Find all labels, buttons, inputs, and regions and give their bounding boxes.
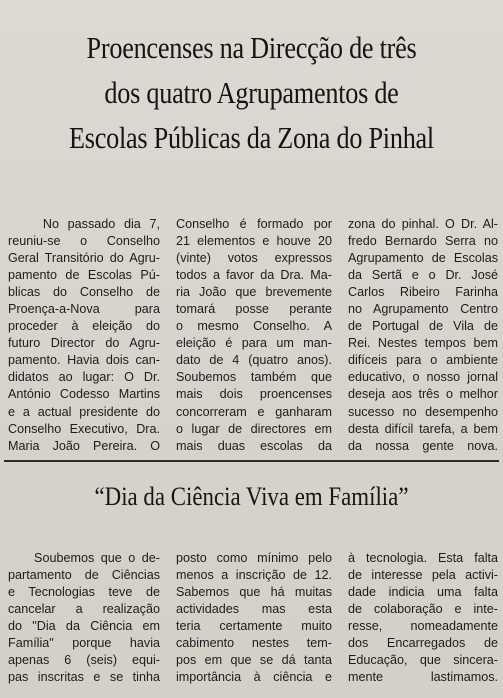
text-line: da nossa gente nova.: [348, 438, 498, 453]
text-line: Soubemos que o de-: [8, 551, 160, 565]
text-line: Geral Transitório do Agru-: [8, 251, 160, 266]
text-line: cabimento nestes tem-: [176, 636, 332, 651]
text-line: ria João que brevemente: [176, 285, 332, 300]
text-line: mais dois proencenses: [176, 387, 332, 402]
text-line: e Tecnologias teve de: [8, 585, 160, 600]
text-line: da Sertã e o Dr. José: [348, 268, 498, 283]
text-line: pas inscritas e se tinha: [8, 670, 160, 685]
headline-line: Proencenses na Direcção de três: [86, 31, 417, 65]
text-line: pos em que se dá tanta: [176, 653, 332, 668]
text-line: concorreram e ganharam: [176, 404, 332, 419]
text-line: mente lastimamos.: [348, 670, 498, 685]
text-line: dato de 4 (quatro anos).: [176, 353, 332, 368]
text-line: Rei. Nestes tempos bem: [348, 336, 498, 351]
text-line: de Portugal de Vila de: [348, 319, 498, 334]
text-line: Agrupamento de Escolas: [348, 251, 498, 266]
text-line: menos a inscrição de 12.: [176, 568, 332, 583]
text-line: Família" porque havia: [8, 636, 160, 651]
text-line: educativo, o nosso jornal: [348, 370, 498, 385]
headline-line: Escolas Públicas da Zona do Pinhal: [69, 121, 434, 155]
text-line: eleição é para um man-: [176, 336, 332, 351]
text-line: resse, nomeadamente: [348, 619, 498, 634]
text-line: blicas do Conselho de: [8, 285, 160, 300]
section-divider: [4, 460, 499, 462]
text-line: do "Dia da Ciência em: [8, 619, 160, 634]
text-line: sucesso no desempenho: [348, 404, 498, 419]
text-line: todos a favor da Dra. Ma-: [176, 268, 332, 283]
text-line: futuro Director do Agru-: [8, 336, 160, 351]
headline-line: dos quatro Agrupamentos de: [104, 76, 399, 110]
text-line: Maria João Pereira. O: [8, 438, 160, 453]
text-line: à tecnologia. Esta falta: [348, 551, 498, 565]
article-column-2: [176, 216, 332, 455]
text-line: dade indicia uma falta: [348, 585, 498, 600]
text-line: Proença-a-Nova para: [8, 302, 160, 317]
text-line: teria certamente muito: [176, 619, 332, 634]
text-line: difíceis para o ambiente: [348, 353, 498, 368]
text-line: didatos ao lugar: O Dr.: [8, 370, 160, 385]
text-line: apenas 6 (seis) equi-: [8, 653, 160, 668]
text-line: reuniu-se o Conselho: [8, 234, 160, 249]
article2-column-3: [348, 550, 498, 686]
text-line: António Codesso Martins: [8, 387, 160, 402]
text-line: pamento de Escolas Pú-: [8, 268, 160, 283]
text-line: No passado dia 7,: [8, 217, 160, 231]
text-line: Soubemos também que: [176, 370, 332, 385]
article-headline: [40, 26, 462, 161]
text-line: dos Encarregados de: [348, 636, 498, 651]
text-line: de interesse pela activi-: [348, 568, 498, 583]
text-line: deseja aos três o melhor: [348, 387, 498, 402]
text-line: tomará posse perante: [176, 302, 332, 317]
article-headline-2: “Dia da Ciência Viva em Família”: [94, 482, 409, 511]
text-line: actividades mas esta: [176, 602, 332, 617]
text-line: Conselho Executivo, Dra.: [8, 421, 160, 436]
article2-column-1: [8, 550, 160, 686]
text-line: Sabemos que há muitas: [176, 585, 332, 600]
text-line: desta difícil tarefa, a bem: [348, 421, 498, 436]
article2-column-2: [176, 550, 332, 686]
text-line: zona do pinhal. O Dr. Al-: [348, 217, 498, 231]
text-line: cancelar a realização: [8, 602, 160, 617]
text-line: de colaboração e inte-: [348, 602, 498, 617]
text-line: partamento de Ciências: [8, 568, 160, 583]
text-line: pamento. Havia dois can-: [8, 353, 160, 368]
text-line: o lugar de directores em: [176, 421, 332, 436]
text-line: Educação, que sincera-: [348, 653, 498, 668]
text-line: mais duas escolas da: [176, 438, 332, 453]
text-line: proceder à eleição do: [8, 319, 160, 334]
text-line: e a actual presidente do: [8, 404, 160, 419]
text-line: posto como mínimo pelo: [176, 551, 332, 565]
text-line: Carlos Ribeiro Farinha: [348, 285, 498, 300]
text-line: o mesmo Conselho. A: [176, 319, 332, 334]
article-column-3: [348, 216, 498, 455]
article-column-1: [8, 216, 160, 455]
text-line: 21 elementos e houve 20: [176, 234, 332, 249]
text-line: (vinte) votos expressos: [176, 251, 332, 266]
text-line: importância à ciência e: [176, 670, 332, 685]
text-line: Conselho é formado por: [176, 217, 332, 231]
text-line: fredo Bernardo Serra no: [348, 234, 498, 249]
text-line: no Agrupamento Centro: [348, 302, 498, 317]
